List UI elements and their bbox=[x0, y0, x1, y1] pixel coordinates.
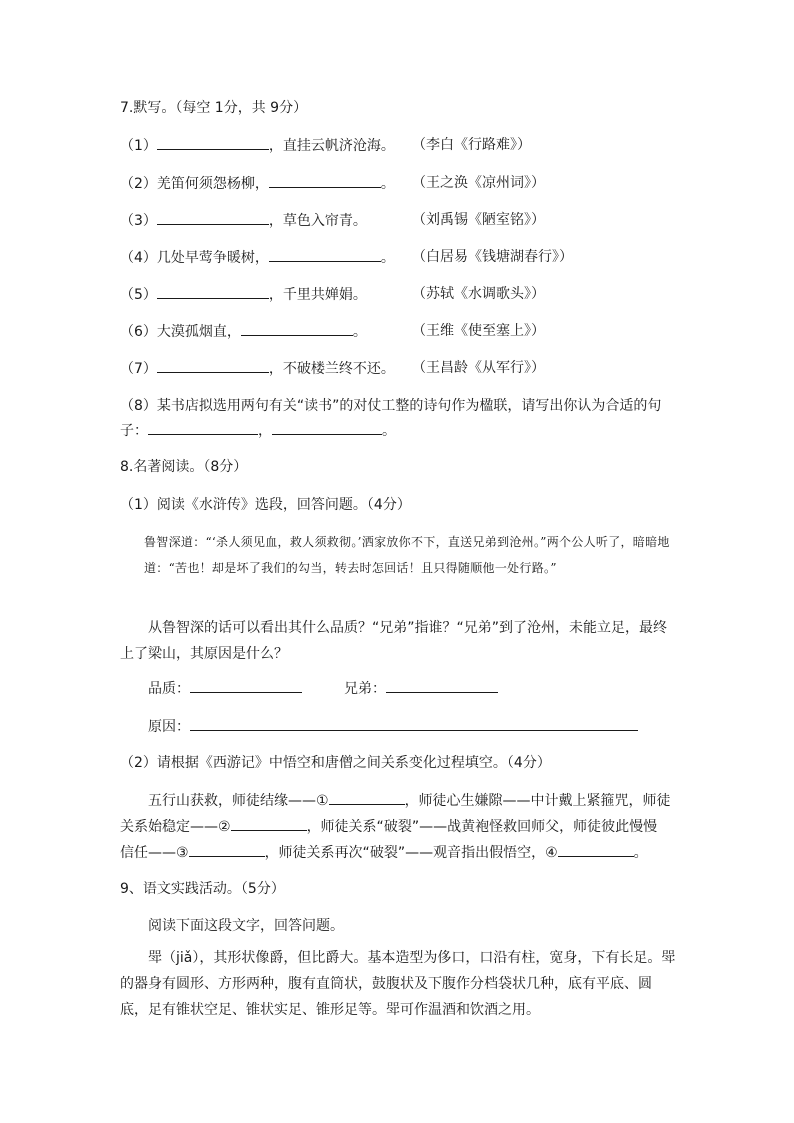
item-number: （2） bbox=[120, 176, 157, 192]
answer-blank[interactable] bbox=[157, 284, 269, 299]
xiyou-text: 信任——③ bbox=[120, 845, 189, 861]
brother-label: 兄弟： bbox=[344, 681, 386, 697]
xiyou-line-2 bbox=[120, 816, 657, 837]
item-text: 子： bbox=[120, 423, 148, 439]
quality-answer-row bbox=[148, 678, 302, 699]
answer-blank-1[interactable] bbox=[329, 790, 405, 805]
q7-item-8-line1: （8）某书店拟选用两句有关“读书”的对仗工整的诗句作为楹联，请写出你认为合适的句 bbox=[120, 398, 662, 414]
q7-item-2-source: （王之涣《凉州词》） bbox=[412, 175, 545, 191]
quality-answer-blank[interactable] bbox=[190, 678, 302, 693]
q7-item-1-source: （李白《行路难》） bbox=[412, 137, 531, 153]
reason-label: 原因： bbox=[148, 719, 190, 735]
answer-blank[interactable] bbox=[157, 210, 269, 225]
xiyou-text: 关系始稳定——② bbox=[120, 819, 231, 835]
answer-blank-3[interactable] bbox=[189, 842, 265, 857]
q8-sub2-heading: （2）请根据《西游记》中悟空和唐僧之间关系变化过程填空。（4分） bbox=[120, 755, 551, 771]
q8-question: 从鲁智深的话可以看出其什么品质？“兄弟”指谁？“兄弟”到了沧州，未能立足，最终上了梁山，其原因是什么？ bbox=[120, 620, 668, 662]
item-number: （4） bbox=[120, 250, 157, 266]
item-text: 。 bbox=[380, 176, 395, 192]
answer-blank[interactable] bbox=[241, 321, 353, 336]
answer-blank[interactable] bbox=[269, 247, 381, 262]
brother-answer-blank[interactable] bbox=[386, 678, 498, 693]
brother-answer-row bbox=[344, 678, 498, 699]
item-text: 几处早莺争暖树， bbox=[156, 250, 269, 266]
quality-label: 品质： bbox=[148, 681, 190, 697]
q7-item-4 bbox=[120, 247, 395, 268]
item-number: （6） bbox=[120, 324, 157, 340]
q7-item-3-source: （刘禹锡《陋室铭》） bbox=[412, 212, 545, 228]
item-text: ，千里共婵娟。 bbox=[268, 287, 367, 303]
item-number: （5） bbox=[120, 287, 157, 303]
q7-heading: 7.默写。（每空 1分，共 9分） bbox=[120, 100, 308, 116]
q7-item-4-source: （白居易《钱塘湖春行》） bbox=[412, 249, 573, 265]
q7-item-7 bbox=[120, 358, 395, 379]
answer-blank[interactable] bbox=[269, 173, 381, 188]
q7-item-5 bbox=[120, 284, 367, 305]
xiyou-line-3 bbox=[120, 842, 648, 863]
xiyou-line-1 bbox=[148, 790, 671, 811]
item-text: ，不破楼兰终不还。 bbox=[268, 361, 395, 377]
shuihu-quote: 鲁智深道：“‘杀人须见血，救人须救彻。’洒家放你不下，直送兄弟到沧州。”两个公人听了，暗暗地道：“苦也！却是坏了我们的勾当，转去时怎回话！且只得随顺他一处行路。” bbox=[144, 535, 670, 575]
q7-item-5-source: （苏轼《水调歌头》） bbox=[412, 286, 545, 302]
q9-intro: 阅读下面这段文字，回答问题。 bbox=[148, 918, 344, 934]
answer-blank[interactable] bbox=[148, 420, 258, 435]
q7-item-2 bbox=[120, 173, 395, 194]
answer-blank[interactable] bbox=[157, 358, 269, 373]
item-text: 羌笛何须怨杨柳， bbox=[156, 176, 269, 192]
item-text: ， bbox=[258, 423, 272, 439]
q8-heading: 8.名著阅读。（8分） bbox=[120, 459, 248, 475]
xiyou-text: 。 bbox=[633, 845, 648, 861]
item-number: （3） bbox=[120, 213, 157, 229]
answer-blank-4[interactable] bbox=[558, 842, 634, 857]
q7-item-8-line2 bbox=[120, 420, 396, 441]
answer-blank-2[interactable] bbox=[231, 816, 307, 831]
xiyou-text: ，师徒关系“破裂”——战黄袍怪救回师父，师徒彼此慢慢 bbox=[306, 819, 658, 835]
xiyou-text: ，师徒关系再次“破裂”——观音指出假悟空，④ bbox=[264, 845, 558, 861]
q7-item-3 bbox=[120, 210, 367, 231]
q8-sub1-heading: （1）阅读《水浒传》选段，回答问题。（4分） bbox=[120, 497, 411, 513]
answer-blank[interactable] bbox=[157, 135, 269, 150]
reason-answer-blank[interactable] bbox=[190, 716, 638, 731]
q9-passage: 斝（jiǎ），其形状像爵，但比爵大。基本造型为侈口，口沿有柱，宽身，下有长足。斝的器身有圆形、方形两种，腹有直筒状，鼓腹状及下腹作分档袋状几种，底有平底、圆底，足有锥状空足、锥状实足、锥形足等。斝可作温酒和饮酒之用。 bbox=[120, 950, 676, 1018]
item-text: 。 bbox=[380, 250, 395, 266]
item-text: ，草色入帘青。 bbox=[268, 213, 367, 229]
item-text: 。 bbox=[352, 324, 367, 340]
q7-item-1 bbox=[120, 135, 395, 156]
item-text: 。 bbox=[382, 423, 396, 439]
reason-answer-row bbox=[148, 716, 638, 737]
item-number: （7） bbox=[120, 361, 157, 377]
xiyou-text: ，师徒心生嫌隙——中计戴上紧箍咒，师徒 bbox=[404, 793, 671, 809]
answer-blank[interactable] bbox=[272, 420, 382, 435]
q7-item-6-source: （王维《使至塞上》） bbox=[412, 323, 545, 339]
item-text: ，直挂云帆济沧海。 bbox=[268, 138, 395, 154]
xiyou-text: 五行山获救，师徒结缘——① bbox=[148, 793, 329, 809]
item-number: （1） bbox=[120, 138, 157, 154]
q7-item-6 bbox=[120, 321, 367, 342]
q9-heading: 9、语文实践活动。（5分） bbox=[120, 881, 285, 897]
q7-item-7-source: （王昌龄《从军行》） bbox=[412, 360, 545, 376]
item-text: 大漠孤烟直， bbox=[156, 324, 241, 340]
